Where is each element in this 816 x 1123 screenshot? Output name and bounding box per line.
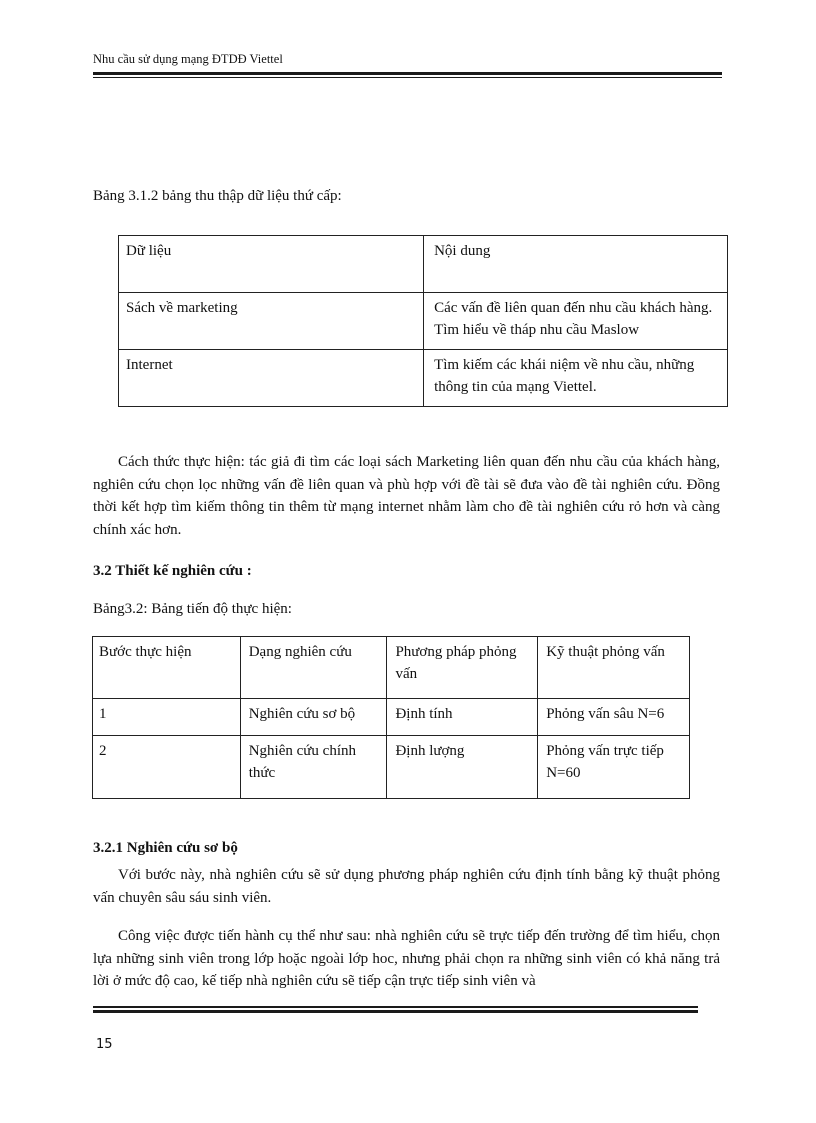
header-rule [93, 72, 722, 78]
table-cell: Định tính [387, 699, 538, 736]
table-cell: Internet [119, 350, 424, 407]
page-number: 15 [96, 1037, 113, 1052]
table-row [119, 293, 728, 350]
table-cell: 1 [93, 699, 241, 736]
table1-caption: Bảng 3.1.2 bảng thu thập dữ liệu thứ cấp: [93, 188, 342, 204]
table-cell: 2 [93, 736, 241, 799]
table-cell: Nghiên cứu chính thức [240, 736, 387, 799]
table-row [93, 699, 690, 736]
preliminary-paragraph-2: Công việc được tiến hành cụ thể như sau: nhà nghiên cứu sẽ trực tiếp đến trường để tìm hiểu, chọn lựa những sinh viên trong lớp hoặc ngoài lớp hoc, nhưng phải chọn ra những sinh viên có khả năng trả lời ở mức độ cao, kế tiếp nhà nghiên cứu sẽ tiếp cận trực tiếp sinh viên và [93, 928, 720, 989]
table-header-cell: Dữ liệu [119, 236, 424, 293]
table-cell: Định lượng [387, 736, 538, 799]
table-header-cell: Bước thực hiện [93, 637, 241, 699]
table2-caption: Bảng3.2: Bảng tiến độ thực hiện: [93, 601, 292, 617]
section-heading-3-2-1: 3.2.1 Nghiên cứu sơ bộ [93, 840, 238, 856]
table-row [93, 736, 690, 799]
table-header-row [93, 637, 690, 699]
table-cell: Sách về marketing [119, 293, 424, 350]
table-header-row [119, 236, 728, 293]
table-cell: Nghiên cứu sơ bộ [240, 699, 387, 736]
table-row [119, 350, 728, 407]
secondary-data-table [118, 235, 728, 407]
table-cell: Các vấn đề liên quan đến nhu cầu khách hàng. Tìm hiểu về tháp nhu cầu Maslow [424, 293, 728, 350]
section-heading-3-2: 3.2 Thiết kế nghiên cứu : [93, 563, 252, 579]
footer-rule [93, 1006, 698, 1013]
preliminary-paragraph-1: Với bước này, nhà nghiên cứu sẽ sử dụng phương pháp nghiên cứu định tính bằng kỹ thuật phỏng vấn chuyên sâu sáu sinh viên. [93, 867, 720, 906]
table-header-cell: Kỹ thuật phỏng vấn [538, 637, 690, 699]
method-paragraph: Cách thức thực hiện: tác giả đi tìm các loại sách Marketing liên quan đến nhu cầu của khách hàng, nghiên cứu chọn lọc những vấn đề liên quan và phù hợp với đề tài sẽ đưa vào đề tài nghiên cứu. Đồng thời kết hợp tìm kiếm thông tin thêm từ mạng internet nhằm làm cho đề tài nghiên cứu rỏ hơn và càng chính xác hơn. [93, 454, 720, 538]
table-header-cell: Dạng nghiên cứu [240, 637, 387, 699]
table-cell: Tìm kiếm các khái niệm về nhu cầu, những thông tin của mạng Viettel. [424, 350, 728, 407]
table-header-cell: Nội dung [424, 236, 728, 293]
running-header: Nhu cầu sử dụng mạng ĐTDĐ Viettel [93, 52, 283, 66]
table-cell: Phỏng vấn trực tiếp N=60 [538, 736, 690, 799]
progress-table [92, 636, 690, 799]
table-header-cell: Phương pháp phỏng vấn [387, 637, 538, 699]
table-cell: Phỏng vấn sâu N=6 [538, 699, 690, 736]
